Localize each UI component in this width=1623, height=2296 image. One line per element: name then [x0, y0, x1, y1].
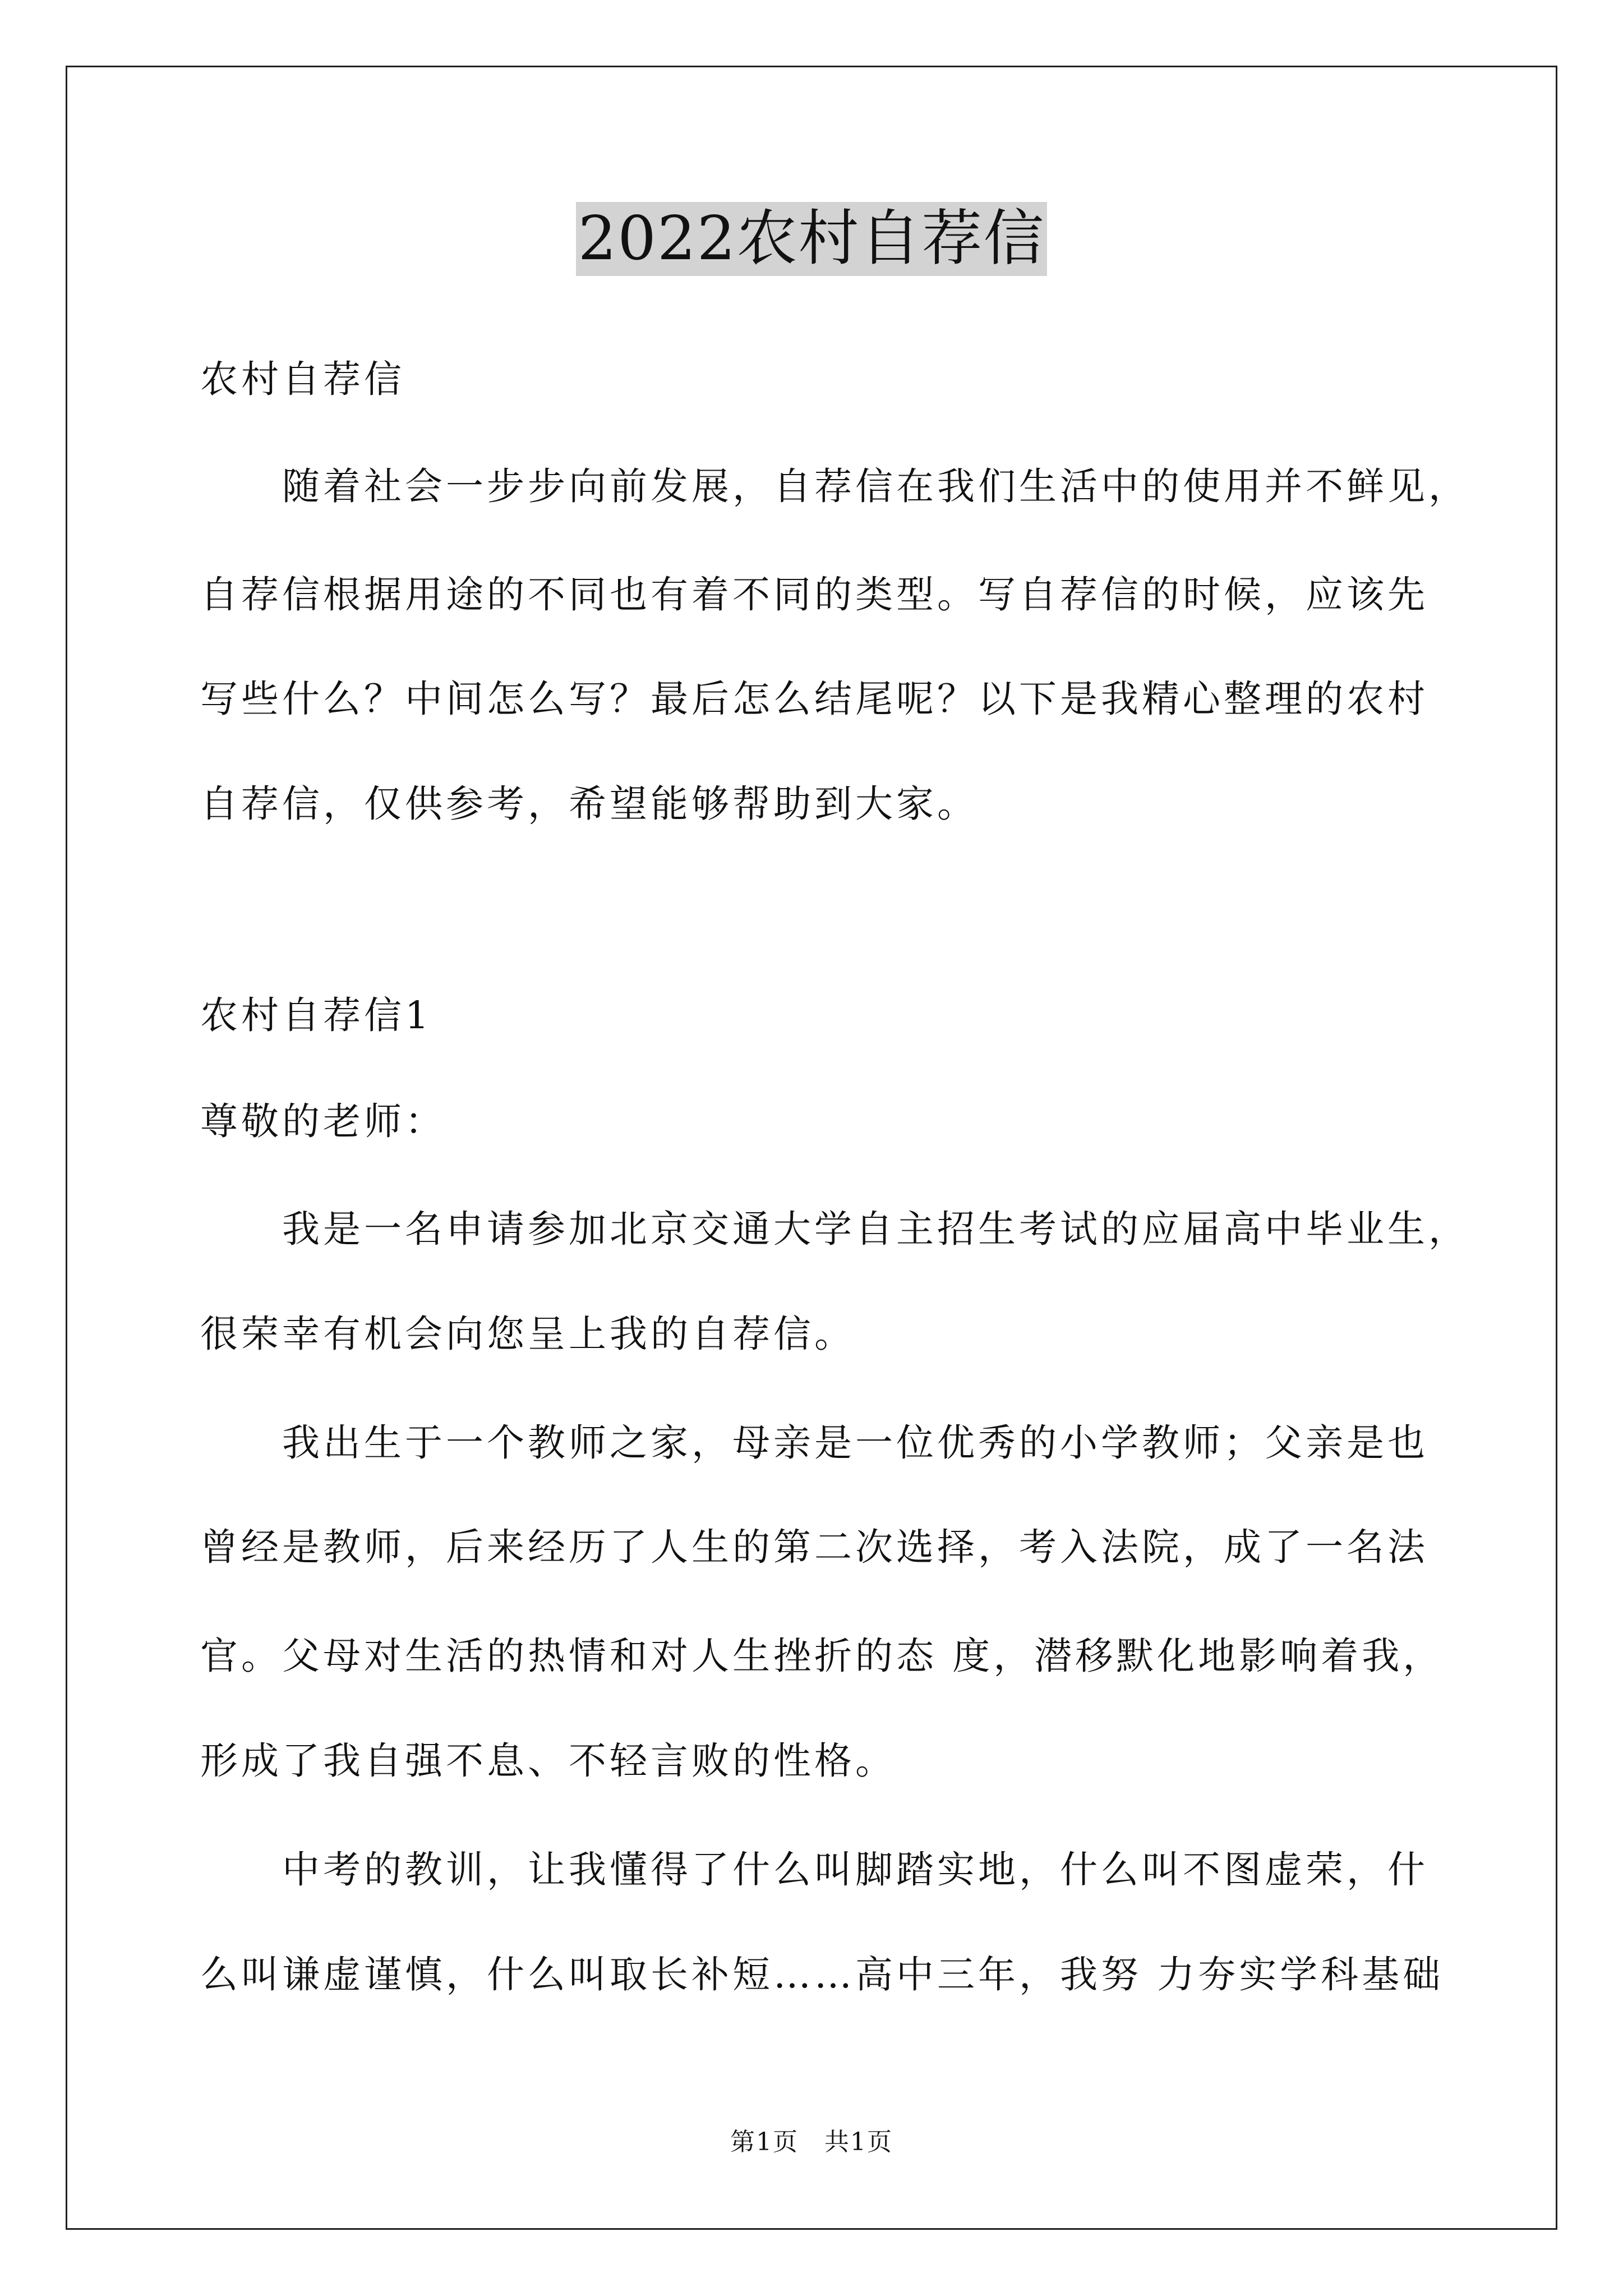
paragraph-line: 随着社会一步步向前发展，自荐信在我们生活中的使用并不鲜见， [200, 464, 1469, 508]
document-title: 2022农村自荐信 [576, 202, 1048, 276]
paragraph-line: 写些什么？中间怎么写？最后怎么结尾呢？以下是我精心整理的农村 [200, 677, 1428, 721]
paragraph-line: 中考的教训，让我懂得了什么叫脚踏实地，什么叫不图虚荣，什 [200, 1848, 1428, 1892]
paragraph-line: 么叫谦虚谨慎，什么叫取长补短……高中三年，我努 力夯实学科基础 [200, 1953, 1444, 1996]
salutation: 尊敬的老师： [200, 1099, 446, 1143]
paragraph-line: 形成了我自强不息、不轻言败的性格。 [200, 1739, 896, 1783]
paragraph-line: 自荐信，仅供参考，希望能够帮助到大家。 [200, 782, 978, 826]
paragraph-line: 很荣幸有机会向您呈上我的自荐信。 [200, 1312, 855, 1356]
title-container [0, 202, 1623, 276]
section-heading: 农村自荐信1 [200, 993, 432, 1037]
paragraph-line: 曾经是教师，后来经历了人生的第二次选择，考入法院，成了一名法 [200, 1525, 1428, 1569]
paragraph-line: 我出生于一个教师之家，母亲是一位优秀的小学教师；父亲是也 [200, 1421, 1428, 1465]
page-footer: 第1页 共1页 [730, 2128, 893, 2156]
paragraph-line: 官。父母对生活的热情和对人生挫折的态 度，潜移默化地影响着我， [200, 1634, 1444, 1678]
section-heading: 农村自荐信 [200, 357, 405, 401]
paragraph-line: 我是一名申请参加北京交通大学自主招生考试的应届高中毕业生， [200, 1207, 1469, 1251]
paragraph-line: 自荐信根据用途的不同也有着不同的类型。写自荐信的时候，应该先 [200, 573, 1428, 616]
